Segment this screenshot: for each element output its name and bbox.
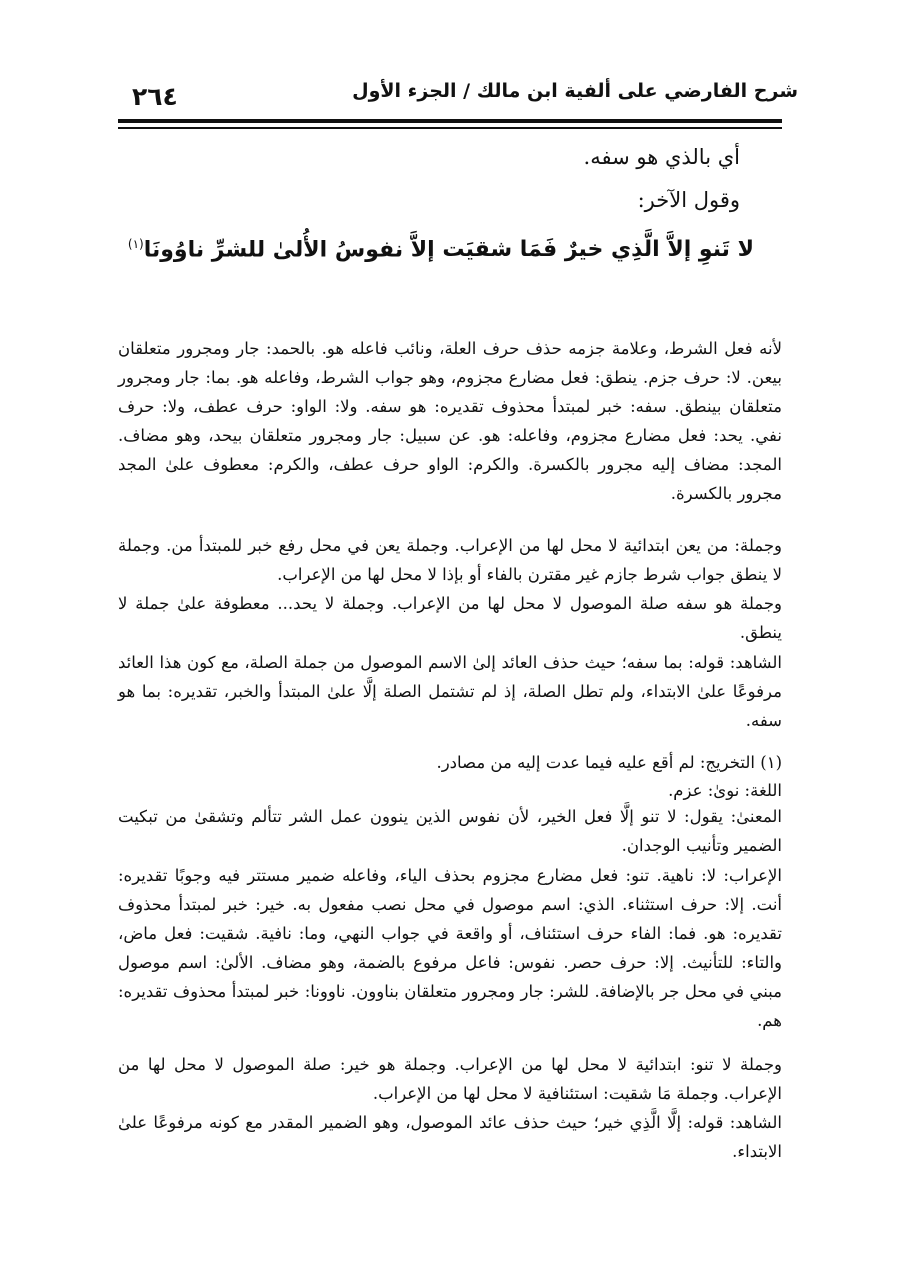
footnote-paragraph-irab-continued: لأنه فعل الشرط، وعلامة جزمه حذف حرف العلة، ونائب فاعله هو. بالحمد: جار ومجرور متعلقان بيعن. لا: حرف جزم. ينطق: فعل مضارع مجزوم، وهو جواب الشرط، وفاعله هو. بما: جار ومجرور متعلقان بينطق. سفه: خبر لمبتدأ محذوف تقديره: هو سفه. ولا: الواو: حرف عطف، ولا: حرف نفي. يحد: فعل مضارع مجزوم، وفاعله: هو. عن سبيل: جار ومجرور متعلقان بيحد، وهو مضاف. المجد: مضاف إليه مجرور بالكسرة. والكرم: الواو حرف عطف، والكرم: معطوف علىٰ المجد مجرور بالكسرة. bbox=[118, 339, 782, 503]
verse-hemistich-2-text: إلاَّ نفوسُ الأُلىٰ للشرِّ ناوُونَا bbox=[143, 237, 435, 263]
footnote-paragraph-jumla-1: وجملة: من يعن ابتدائية لا محل لها من الإعراب. وجملة يعن في محل رفع خبر للمبتدأ من. وجملة لا ينطق جواب شرط جازم غير مقترن بالفاء أو بإذا لا محل لها من الإعراب. bbox=[118, 536, 782, 584]
verse-hemistich-1: لا تَنوِ إلاَّ الَّذِي خيرٌ فَمَا شقيَت bbox=[442, 237, 754, 263]
page-number: ٢٦٤ bbox=[132, 82, 178, 111]
footnote-shahid-2: الشاهد: قوله: إلَّا الَّذِي خير؛ حيث حذف عائد الموصول، وهو الضمير المقدر مع كونه مرفوعًا علىٰ الابتداء. bbox=[118, 1113, 782, 1161]
footnote-lugha: اللغة: نوىٰ: عزم. bbox=[668, 781, 782, 800]
footnote-maana: المعنىٰ: يقول: لا تنو إلَّا فعل الخير، لأن نفوس الذين ينوون عمل الشر تتألم وتشقىٰ من تبكيت الضمير وتأنيب الوجدان. bbox=[118, 807, 782, 855]
footnote-jumla: وجملة لا تنو: ابتدائية لا محل لها من الإعراب. وجملة هو خير: صلة الموصول لا محل لها من الإعراب. وجملة مَا شقيت: استئنافية لا محل لها من الإعراب. bbox=[118, 1055, 782, 1103]
verse-hemistich-2 bbox=[128, 237, 435, 262]
header-rule-thin bbox=[118, 127, 782, 129]
footnote-paragraph-jumla-2: وجملة هو سفه صلة الموصول لا محل لها من الإعراب. وجملة لا يحد... معطوفة علىٰ جملة لا ينطق. bbox=[118, 594, 782, 642]
intro-line-2: وقول الآخر: bbox=[637, 188, 740, 212]
footnote-paragraph-shahid-1: الشاهد: قوله: بما سفه؛ حيث حذف العائد إلىٰ الاسم الموصول من جملة الصلة، مع كون هذا العائد مرفوعًا علىٰ الابتداء، ولم تطل الصلة، إذ لم تشتمل الصلة إلَّا علىٰ المبتدأ والخبر، تقديره: بما هو سفه. bbox=[118, 653, 782, 730]
running-title: شرح الفارضي على ألفية ابن مالك / الجزء الأول bbox=[352, 80, 798, 102]
footnote-irab: الإعراب: لا: ناهية. تنو: فعل مضارع مجزوم بحذف الياء، وفاعله ضمير مستتر فيه وجوبًا تقديره: أنت. إلا: حرف استثناء. الذي: اسم موصول في محل نصب مفعول به. خير: خبر لمبتدأ محذوف تقديره: هو. فما: الفاء حرف استئناف، أو واقعة في جواب النهي، وما: نافية. شقيت: فعل ماض، والتاء: للتأنيث. إلا: حرف حصر. نفوس: فاعل مرفوع بالضمة، وهو مضاف. الألىٰ: اسم موصول مبني في محل جر بالإضافة. للشر: جار ومجرور متعلقان بناوون. ناوونا: خبر لمبتدأ محذوف تقديره: هم. bbox=[118, 866, 782, 1030]
footnote-marker: (١) bbox=[127, 237, 144, 251]
poetry-verse bbox=[127, 237, 754, 263]
footnote-takhrij: (١) التخريج: لم أقع عليه فيما عدت إليه من مصادر. bbox=[436, 753, 782, 772]
intro-line-1: أي بالذي هو سفه. bbox=[583, 145, 740, 169]
header-rule-thick bbox=[118, 119, 782, 123]
